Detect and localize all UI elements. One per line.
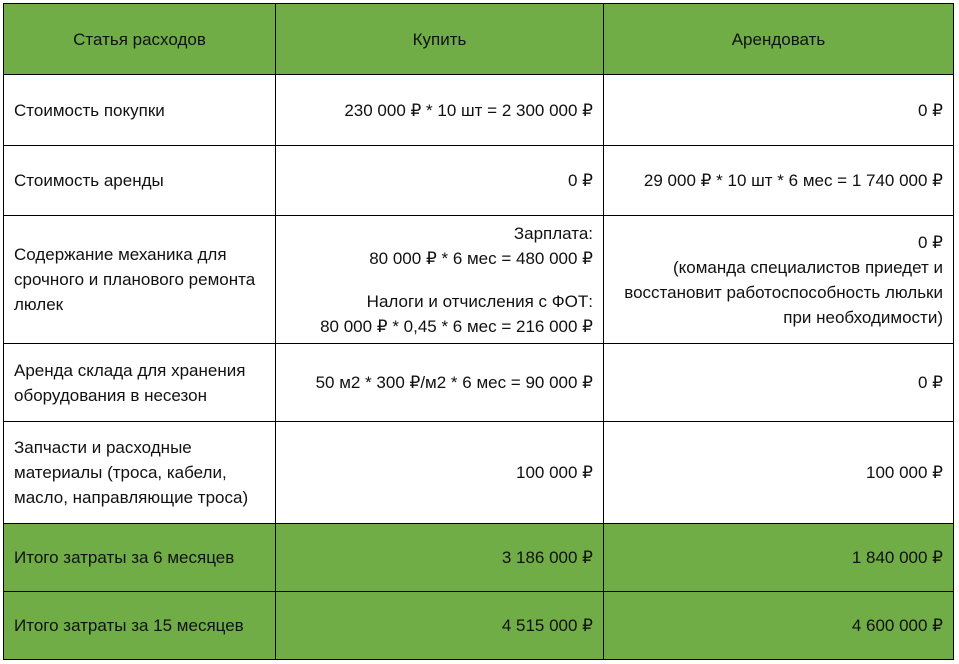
row-buy-value: 230 000 ₽ * 10 шт = 2 300 000 ₽ bbox=[276, 75, 604, 146]
table-row bbox=[4, 344, 954, 422]
tax-value: 80 000 ₽ * 0,45 * 6 мес = 216 000 ₽ bbox=[320, 316, 593, 336]
row-rent-value bbox=[604, 216, 954, 344]
header-item: Статья расходов bbox=[4, 4, 276, 75]
salary-label: Зарплата: bbox=[513, 223, 593, 243]
row-buy-value: 50 м2 * 300 ₽/м2 * 6 мес = 90 000 ₽ bbox=[276, 344, 604, 422]
total-row-6-months bbox=[4, 524, 954, 592]
header-row bbox=[4, 4, 954, 75]
salary-value: 80 000 ₽ * 6 мес = 480 000 ₽ bbox=[369, 248, 593, 268]
tax-label: Налоги и отчисления с ФОТ: bbox=[366, 291, 593, 311]
row-buy-value bbox=[276, 216, 604, 344]
row-item: Аренда склада для хранения оборудования в несезон bbox=[4, 344, 276, 422]
total-rent-value: 1 840 000 ₽ bbox=[604, 524, 954, 592]
row-item: Содержание механика для срочного и планового ремонта люлек bbox=[4, 216, 276, 344]
header-rent: Арендовать bbox=[604, 4, 954, 75]
table-row bbox=[4, 75, 954, 146]
row-rent-value: 29 000 ₽ * 10 шт * 6 мес = 1 740 000 ₽ bbox=[604, 146, 954, 216]
row-item: Стоимость аренды bbox=[4, 146, 276, 216]
row-rent-value: 0 ₽ bbox=[604, 344, 954, 422]
cell-spacer bbox=[286, 271, 593, 289]
total-buy-value: 3 186 000 ₽ bbox=[276, 524, 604, 592]
row-rent-value: 0 ₽ bbox=[604, 75, 954, 146]
header-buy: Купить bbox=[276, 4, 604, 75]
row-item: Стоимость покупки bbox=[4, 75, 276, 146]
table-row bbox=[4, 216, 954, 344]
total-row-15-months bbox=[4, 592, 954, 660]
row-buy-value: 100 000 ₽ bbox=[276, 422, 604, 524]
row-rent-value: 100 000 ₽ bbox=[604, 422, 954, 524]
total-buy-value: 4 515 000 ₽ bbox=[276, 592, 604, 660]
row-item: Запчасти и расходные материалы (троса, кабели, масло, направляющие троса) bbox=[4, 422, 276, 524]
rent-note: (команда специалистов приедет и восстановит работоспособность люльки при необходимости) bbox=[624, 257, 943, 327]
total-item: Итого затраты за 15 месяцев bbox=[4, 592, 276, 660]
cost-comparison-table bbox=[3, 3, 954, 660]
total-item: Итого затраты за 6 месяцев bbox=[4, 524, 276, 592]
rent-value: 0 ₽ bbox=[918, 232, 943, 252]
row-buy-value: 0 ₽ bbox=[276, 146, 604, 216]
table-row bbox=[4, 146, 954, 216]
total-rent-value: 4 600 000 ₽ bbox=[604, 592, 954, 660]
table-row bbox=[4, 422, 954, 524]
